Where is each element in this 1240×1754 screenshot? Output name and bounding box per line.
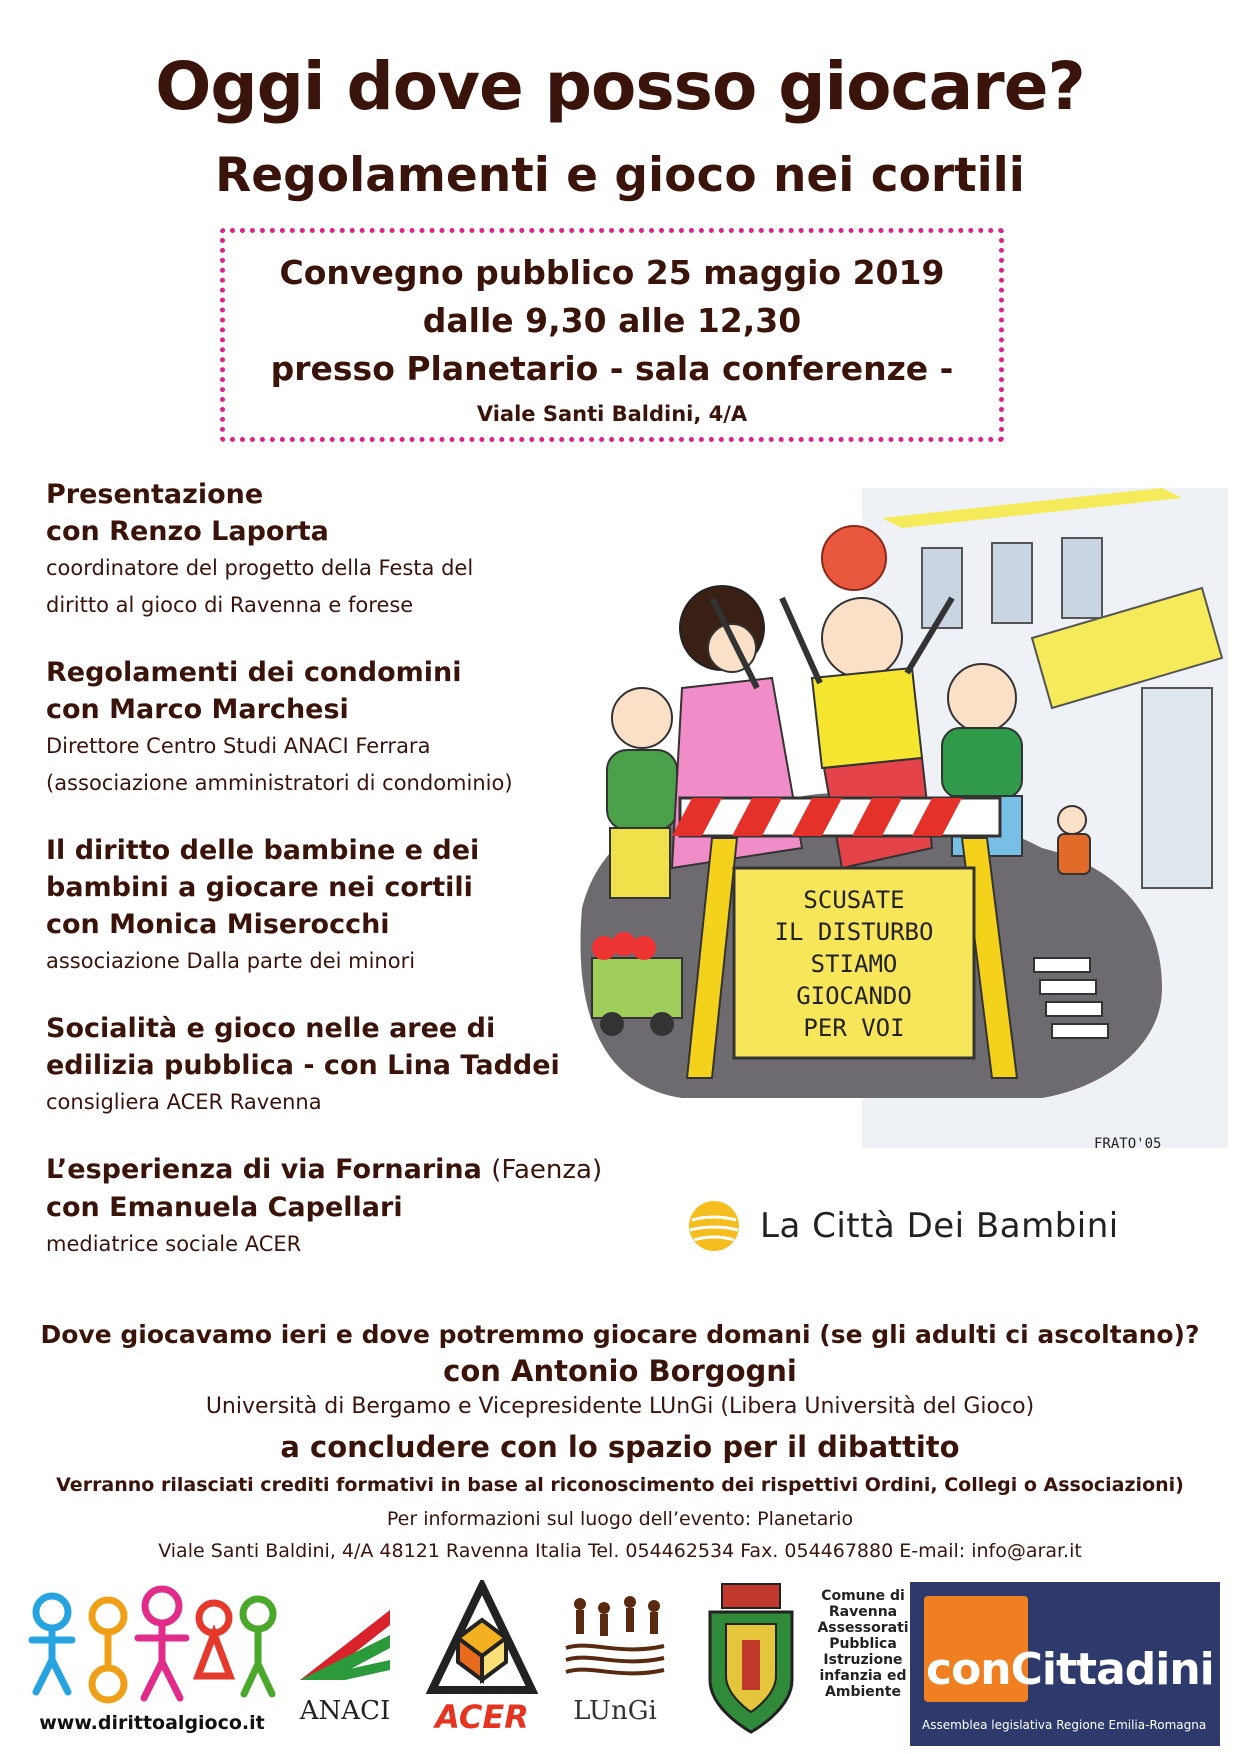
session-item bbox=[46, 832, 626, 980]
session-speaker: con Emanuela Capellari bbox=[46, 1192, 403, 1223]
diritto-al-gioco-url: www.dirittoalgioco.it bbox=[39, 1712, 265, 1734]
sign-line: STIAMO bbox=[810, 950, 898, 978]
session-description: (associazione amministratori di condominio) bbox=[46, 771, 513, 795]
session-title: Regolamenti dei condomini bbox=[46, 657, 462, 688]
sign-line: GIOCANDO bbox=[796, 982, 912, 1010]
session-item bbox=[46, 654, 626, 802]
concittadini-subtitle: Assemblea legislativa Regione Emilia-Romagna bbox=[922, 1718, 1207, 1732]
illustration-drawing bbox=[562, 488, 1228, 1192]
concittadini-text-con: con bbox=[926, 1644, 1011, 1695]
acer-emblem-icon bbox=[426, 1580, 538, 1698]
closing-affiliation: Università di Bergamo e Vicepresidente LUnGi (Libera Università del Gioco) bbox=[205, 1394, 1035, 1419]
closing-speaker: con Antonio Borgogni bbox=[443, 1354, 797, 1388]
lungi-text: LUnGi bbox=[573, 1696, 657, 1726]
event-date: Convegno pubblico 25 maggio 2019 bbox=[279, 253, 945, 292]
illustration-signature: FRATO'05 bbox=[1094, 1136, 1162, 1152]
sign-line: SCUSATE bbox=[803, 886, 905, 914]
subtitle: Regolamenti e gioco nei cortili bbox=[215, 148, 1025, 203]
session-description: associazione Dalla parte dei minori bbox=[46, 949, 416, 973]
main-title: Oggi dove posso giocare? bbox=[155, 48, 1085, 125]
event-address: Viale Santi Baldini, 4/A bbox=[476, 402, 748, 426]
session-title: bambini a giocare nei cortili bbox=[46, 872, 473, 903]
acer-text: ACER bbox=[435, 1698, 529, 1736]
anaci-emblem-icon bbox=[290, 1590, 400, 1690]
session-description: Direttore Centro Studi ANACI Ferrara bbox=[46, 734, 431, 758]
sign-line: IL DISTURBO bbox=[774, 918, 934, 946]
concittadini-logo bbox=[910, 1582, 1220, 1746]
session-speaker: con Marco Marchesi bbox=[46, 694, 349, 725]
event-info-box bbox=[220, 228, 1004, 442]
session-title bbox=[46, 1151, 626, 1189]
comune-ravenna-crest bbox=[692, 1580, 810, 1740]
session-speaker: con Monica Miserocchi bbox=[46, 909, 390, 940]
session-item bbox=[46, 1010, 626, 1121]
session-description: diritto al gioco di Ravenna e forese bbox=[46, 593, 414, 617]
contact-details: Viale Santi Baldini, 4/A 48121 Ravenna Italia Tel. 054462534 Fax. 054467880 E-mail: info@arar.it bbox=[158, 1540, 1082, 1562]
info-note: Per informazioni sul luogo dell’evento: Planetario bbox=[386, 1508, 854, 1530]
coat-of-arms-icon bbox=[692, 1580, 810, 1740]
brand-name: La Città Dei Bambini bbox=[760, 1206, 1119, 1246]
acer-logo bbox=[426, 1580, 538, 1740]
sign-line: PER VOI bbox=[803, 1014, 905, 1042]
session-title: Il diritto delle bambine e dei bbox=[46, 835, 480, 866]
credits-note: Verranno rilasciati crediti formativi in base al riconoscimento dei rispettivi Ordini, Collegi o Associazioni) bbox=[56, 1474, 1184, 1496]
session-title-main: L’esperienza di via Fornarina bbox=[46, 1154, 482, 1185]
concittadini-text bbox=[926, 1644, 1214, 1695]
session-item bbox=[46, 476, 626, 624]
event-venue: presso Planetario - sala conferenze - bbox=[270, 349, 954, 388]
citta-dei-bambini-brand bbox=[686, 1196, 1119, 1256]
session-title: Socialità e gioco nelle aree di bbox=[46, 1013, 496, 1044]
diritto-al-gioco-logo bbox=[22, 1580, 282, 1740]
session-title-location: (Faenza) bbox=[491, 1155, 603, 1185]
sun-ball-icon bbox=[686, 1198, 742, 1254]
session-description: consigliera ACER Ravenna bbox=[46, 1090, 322, 1114]
children-playing-illustration bbox=[562, 488, 1228, 1192]
anaci-logo bbox=[290, 1590, 400, 1740]
session-description: mediatrice sociale ACER bbox=[46, 1232, 302, 1256]
dancing-figures-icon bbox=[560, 1590, 670, 1690]
closing-question: Dove giocavamo ieri e dove potremmo giocare domani (se gli adulti ci ascoltano)? bbox=[40, 1320, 1200, 1349]
session-description: coordinatore del progetto della Festa del bbox=[46, 556, 474, 580]
concittadini-text-cittadini: Cittadini bbox=[1010, 1644, 1214, 1695]
session-speaker: con Renzo Laporta bbox=[46, 516, 329, 547]
stick-figures-icon bbox=[22, 1580, 282, 1710]
session-speaker: edilizia pubblica - con Lina Taddei bbox=[46, 1050, 560, 1081]
closing-debate: a concludere con lo spazio per il dibattito bbox=[280, 1430, 960, 1464]
session-title: Presentazione bbox=[46, 479, 264, 510]
event-time: dalle 9,30 alle 12,30 bbox=[422, 301, 802, 340]
comune-ravenna-text: Comune di Ravenna Assessorati Pubblica Istruzione infanzia ed Ambiente bbox=[817, 1588, 909, 1700]
session-item bbox=[46, 1151, 626, 1263]
anaci-text: ANACI bbox=[299, 1696, 391, 1726]
program-list bbox=[46, 476, 626, 1293]
lungi-logo bbox=[560, 1590, 670, 1740]
